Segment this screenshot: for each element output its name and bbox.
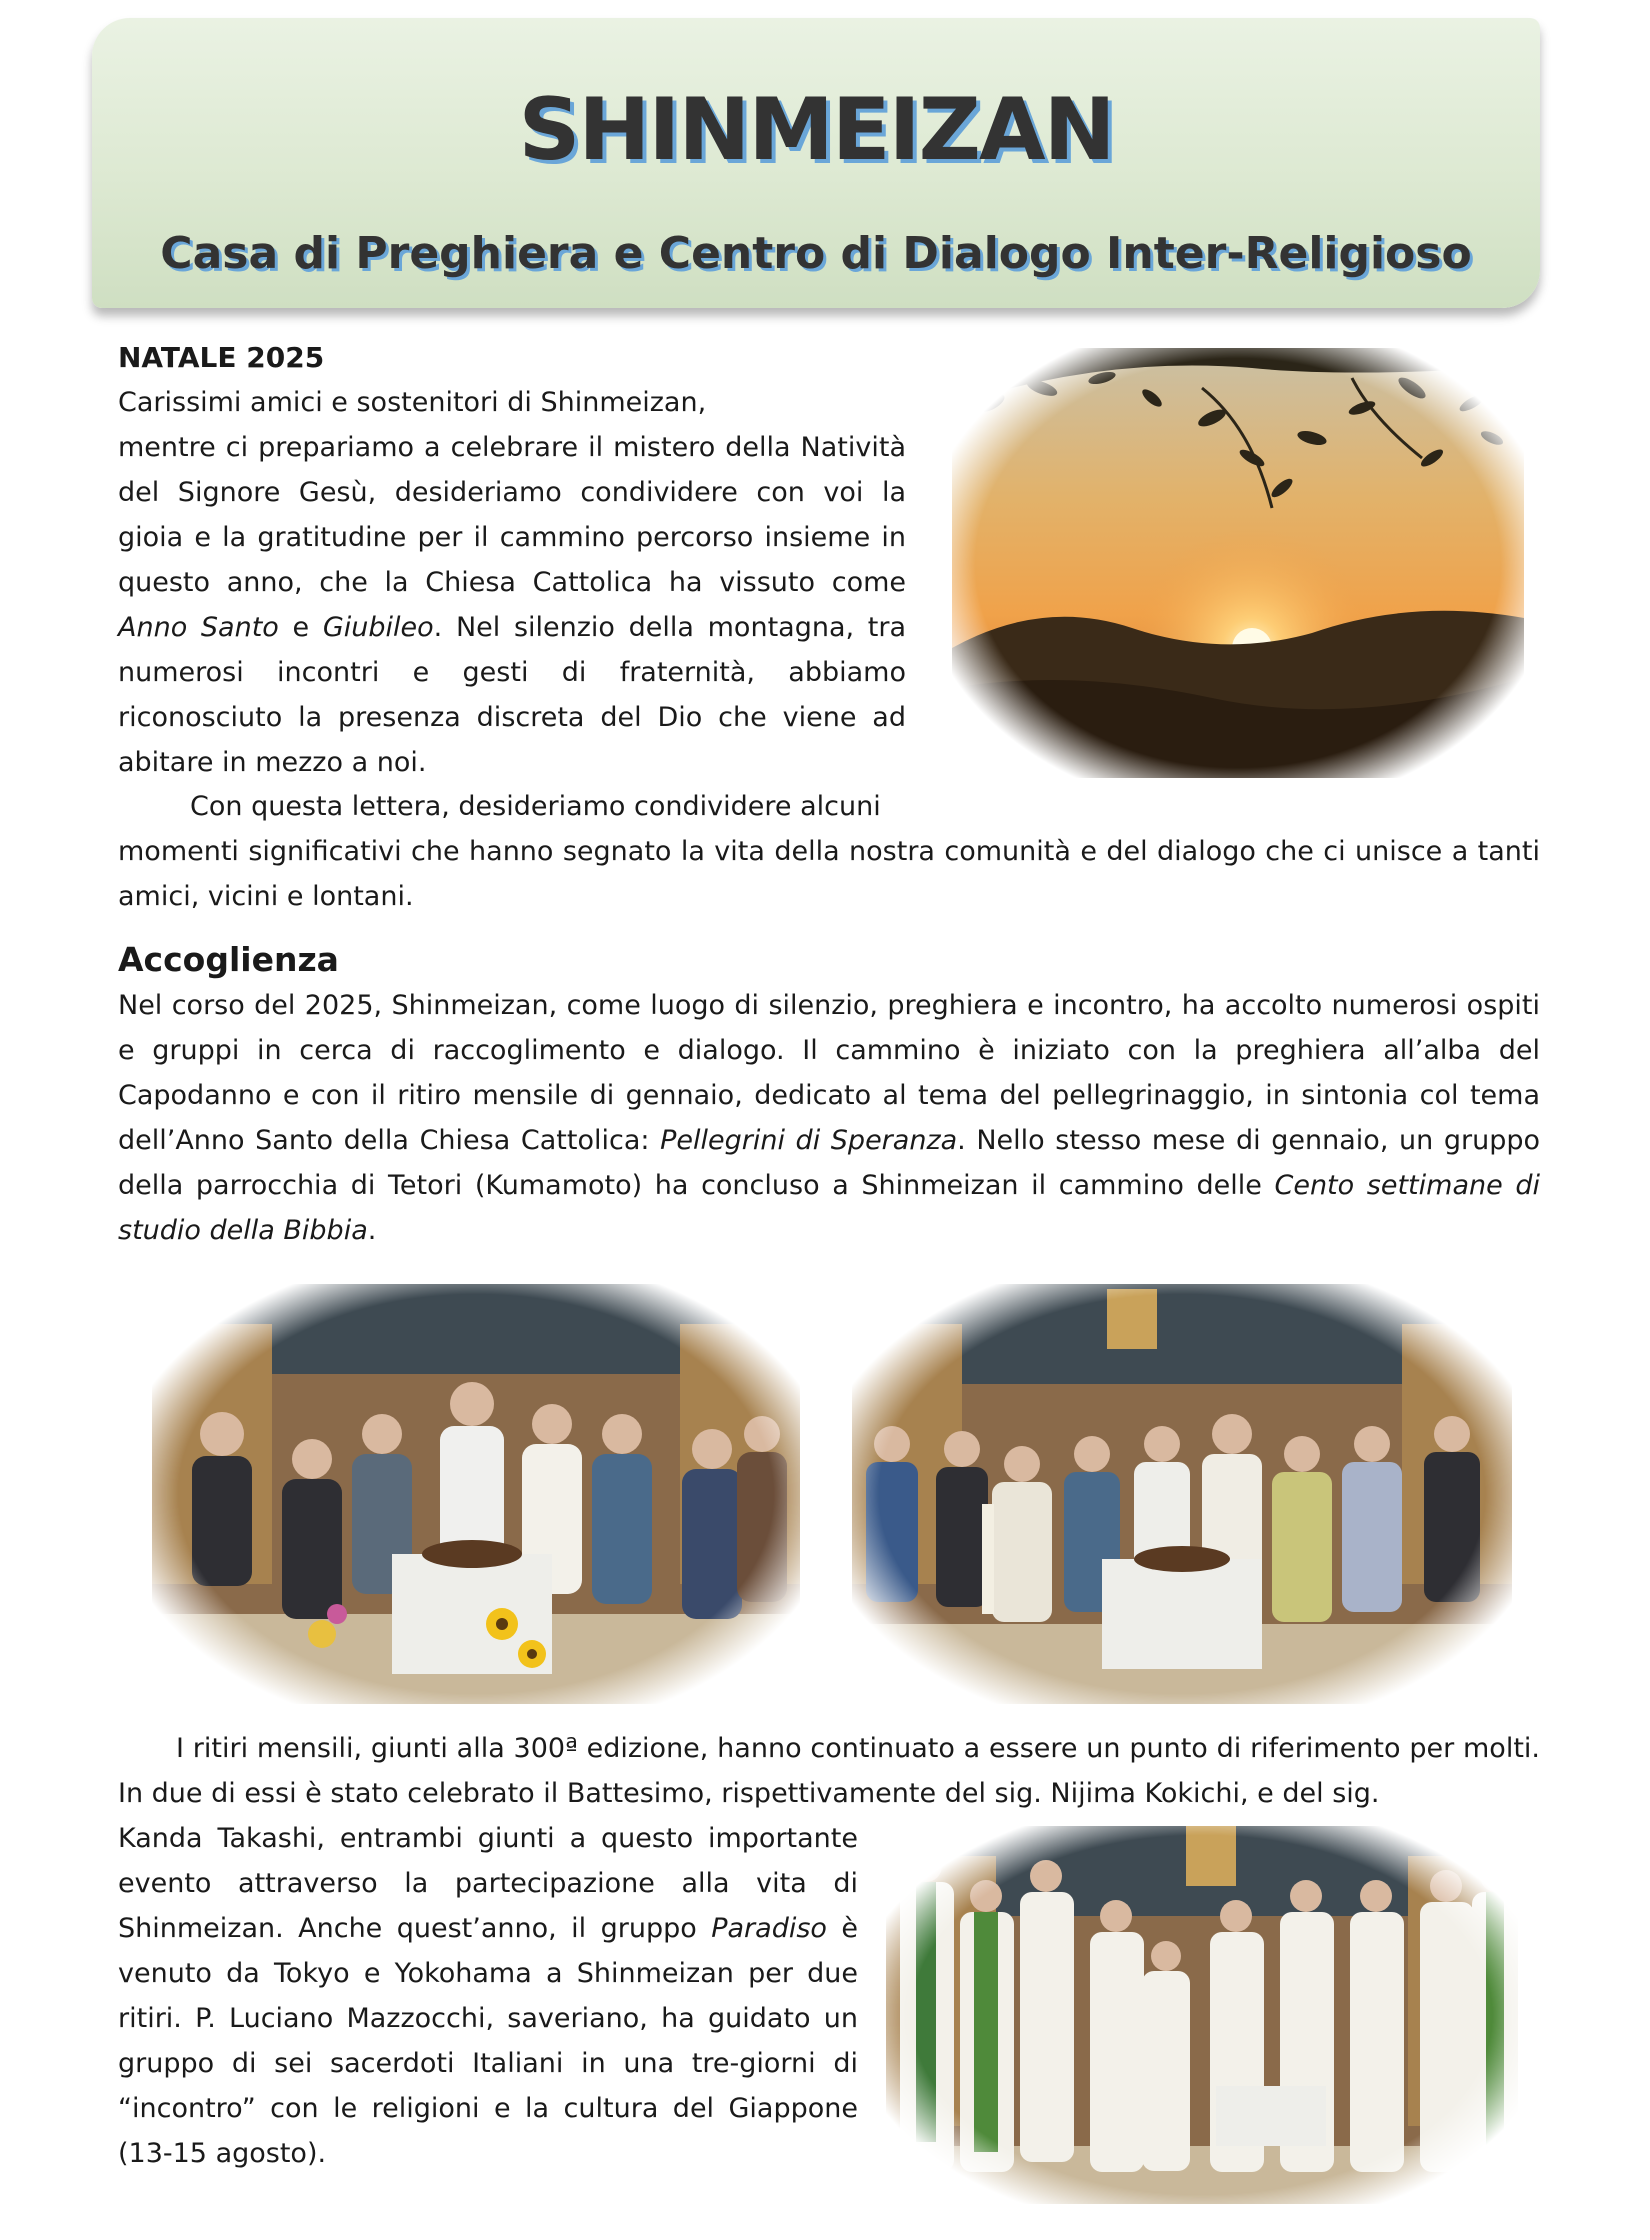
group-photo-left — [152, 1284, 800, 1704]
page-subtitle: Casa di Preghiera e Centro di Dialogo Inter-Religioso — [160, 228, 1472, 279]
accoglienza-paragraph-2: I ritiri mensili, giunti alla 300ª edizione, hanno continuato a essere un punto di riferimento per molti. In due di essi è stato celebrato il Battesimo, rispettivamente del sig. Nijima Kokichi, e del sig. — [118, 1733, 1540, 1809]
header-banner — [92, 18, 1540, 308]
page-title: SHINMEIZAN — [518, 80, 1114, 180]
group-photo-right — [852, 1284, 1512, 1704]
emphasis-paradiso: Paradiso — [711, 1913, 827, 1944]
accoglienza-paragraph-3: Kanda Takashi, entrambi giunti a questo importante evento attraverso la partecipazione alla vita di Shinmeizan. Anche quest’anno, il gruppo Paradiso è venuto da Tokyo e Yokohama a Shinmeizan per due ritiri. P. Luciano Mazzocchi, saveriano, ha guidato un gruppo di sei sacerdoti Italiani in una tre-giorni di “incontro” con le religioni e la cultura del Giappone (13-15 agosto). — [118, 1823, 858, 2169]
natale-paragraph-2: momenti significativi che hanno segnato la vita della nostra comunità e del dialogo che ci unisce a tanti amici, vicini e lontani. — [118, 836, 1540, 912]
natale-paragraph-2-first-line: Con questa lettera, desideriamo condividere alcuni — [190, 791, 881, 822]
natale-paragraph-1: mentre ci prepariamo a celebrare il mistero della Natività del Signore Gesù, desideriamo condividere con voi la gioia e la gratitudine per il cammino percorso insieme in questo anno, che la Chiesa Cattolica ha vissuto come Anno Santo e Giubileo. Nel silenzio della montagna, tra numerosi incontri e gesti di fraternità, abbiamo riconosciuto la presenza discreta del Dio che viene ad abitare in mezzo a noi. — [118, 432, 907, 778]
accoglienza-heading: Accoglienza — [118, 940, 339, 979]
emphasis-cento-settimane: Cento settimane di studio della Bibbia — [118, 1170, 1540, 1246]
emphasis-giubileo: Giubileo — [322, 612, 434, 643]
emphasis-anno-santo: Anno Santo — [118, 612, 279, 643]
natale-heading: NATALE 2025 — [118, 341, 325, 374]
priests-photo — [886, 1826, 1518, 2204]
accoglienza-paragraph-1: Nel corso del 2025, Shinmeizan, come luogo di silenzio, preghiera e incontro, ha accolto numerosi ospiti e gruppi in cerca di raccoglimento e dialogo. Il cammino è iniziato con la preghiera all’alba del Capodanno e con il ritiro mensile di gennaio, dedicato al tema del pellegrinaggio, in sintonia col tema dell’Anno Santo della Chiesa Cattolica: Pellegrini di Speranza. Nello stesso mese di gennaio, un gruppo della parrocchia di Tetori (Kumamoto) ha concluso a Shinmeizan il cammino delle Cento settimane di studio della Bibbia. — [118, 990, 1540, 1246]
sunset-photo — [952, 348, 1524, 778]
emphasis-pellegrini: Pellegrini di Speranza — [660, 1125, 958, 1156]
natale-greeting: Carissimi amici e sostenitori di Shinmeizan, — [118, 387, 707, 418]
